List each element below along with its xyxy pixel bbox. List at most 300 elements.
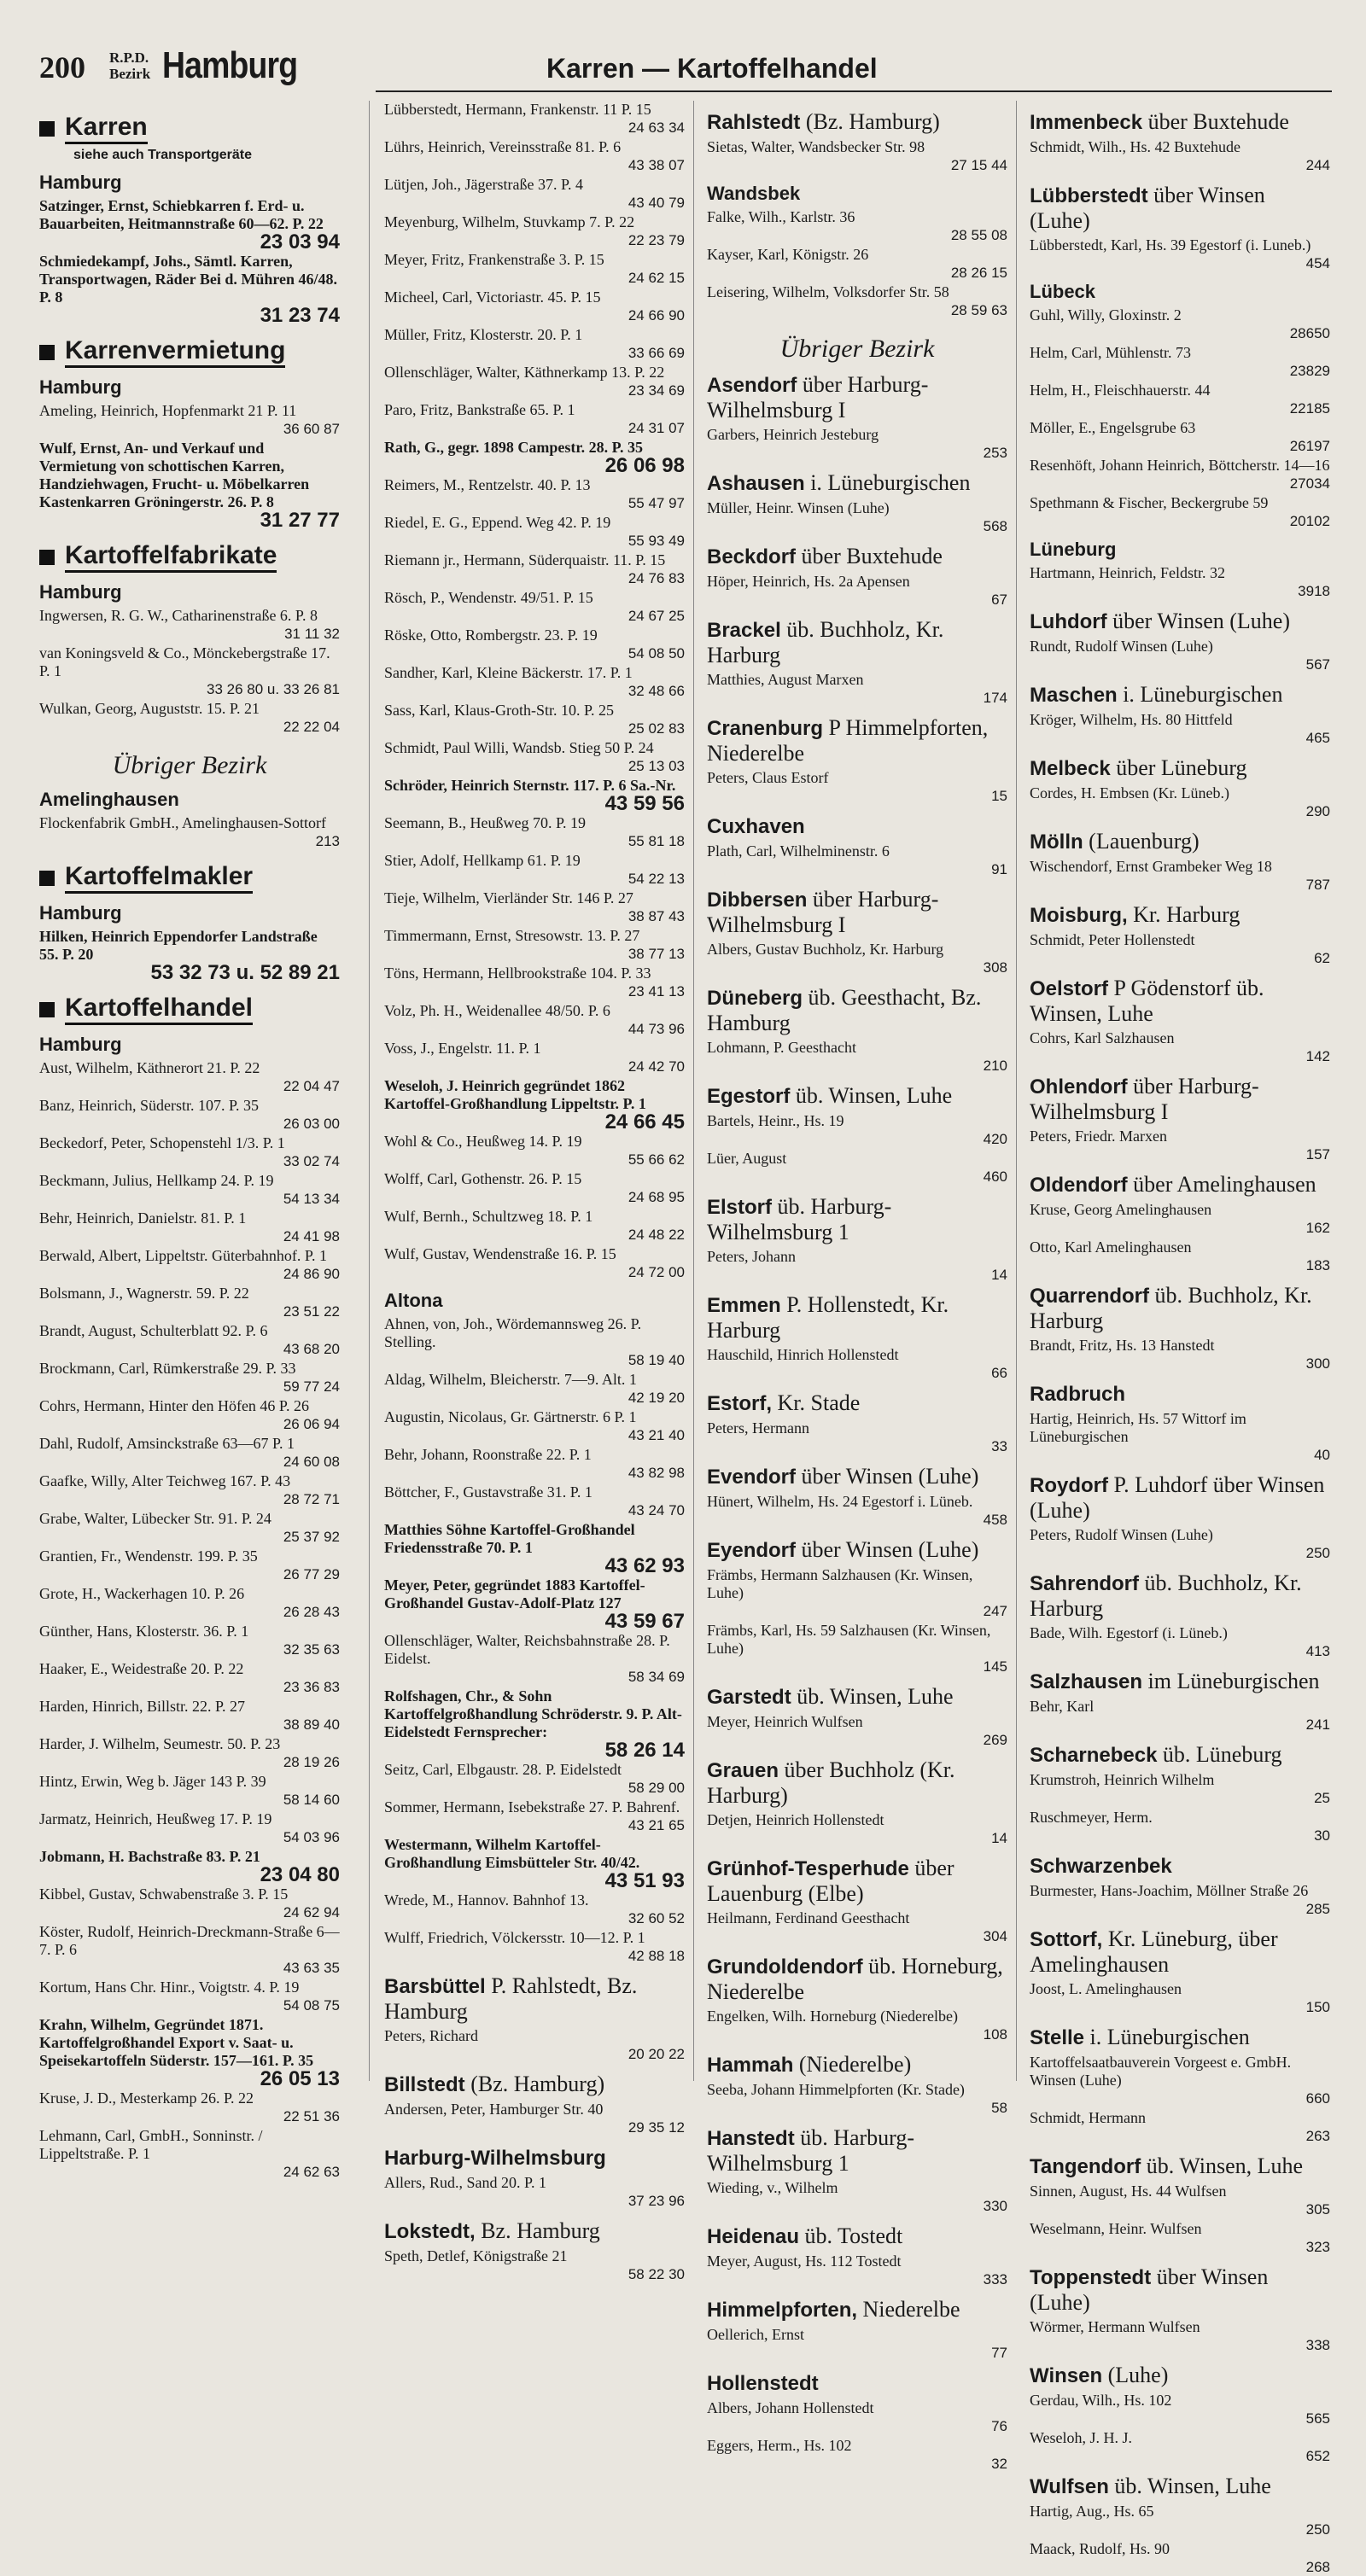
phone-number: 150: [1305, 1999, 1330, 2015]
listing-entry: [39, 607, 340, 643]
phone-number: 285: [1305, 1901, 1330, 1917]
listing-entry: [39, 253, 340, 327]
listing-entry: [39, 1097, 340, 1133]
district-heading: Übriger Bezirk: [112, 751, 267, 779]
phone-number: 25 13 03: [628, 758, 685, 774]
place-postal-note: (Luhe): [1107, 2363, 1169, 2387]
listing-name-address: Krahn, Wilhelm, Gegründet 1871. Kartoffelgroßhandel Export v. Saat- u. Speisekartoffeln Süderstr. 157—161. P. 35: [39, 2016, 314, 2069]
listing-name-address: Haaker, E., Weidestraße 20. P. 22: [39, 1660, 244, 1677]
phone-number: 31 23 74: [260, 304, 340, 327]
phone-number: 28 55 08: [950, 227, 1007, 243]
listing-entry: [1030, 2429, 1330, 2465]
place-heading: [707, 1083, 1007, 1109]
listing-entry: [1030, 1882, 1330, 1918]
listing-name-address: Weselmann, Heinr. Wulfsen: [1030, 2220, 1202, 2237]
place-postal-note: P Himmelpforten, Niederelbe: [707, 715, 989, 766]
phone-number: 162: [1305, 1220, 1330, 1236]
place-postal-note: üb. Geesthacht, Bz. Hamburg: [707, 985, 982, 1035]
listing-entry: [384, 326, 685, 362]
place-postal-note: über Amelinghausen: [1133, 1172, 1316, 1197]
listing-entry: [707, 1150, 1007, 1186]
column-divider: [369, 101, 370, 2081]
place-heading: [384, 2072, 685, 2097]
phone-number: 25 37 92: [283, 1529, 340, 1545]
place-name: Mölln: [1030, 830, 1083, 854]
listing-name-address: Sass, Karl, Klaus-Groth-Str. 10. P. 25: [384, 702, 614, 719]
listing-name-address: Joost, L. Amelinghausen: [1030, 1980, 1182, 1997]
place-postal-note: im Lüneburgischen: [1147, 1669, 1320, 1693]
phone-number: 58 34 69: [628, 1669, 685, 1685]
listing-name-address: Heilmann, Ferdinand Geesthacht: [707, 1909, 910, 1926]
listing-name-address: Günther, Hans, Klosterstr. 36. P. 1: [39, 1623, 249, 1640]
listing-name-address: Seeba, Johann Himmelpforten (Kr. Stade): [707, 2081, 965, 2098]
place-heading: [1030, 609, 1330, 634]
listing-entry: [384, 514, 685, 550]
listing-entry: [384, 1040, 685, 1075]
phone-number: 27 15 44: [950, 157, 1007, 173]
listing-name-address: Müller, Fritz, Klosterstr. 20. P. 1: [384, 326, 583, 343]
listing-entry: [1030, 2540, 1330, 2576]
phone-number: 42 88 18: [628, 1948, 685, 1964]
header-rule: [376, 90, 1332, 92]
place-postal-note: über Winsen (Luhe): [801, 1537, 979, 1562]
place-name: Rahlstedt: [707, 111, 801, 134]
listing-name-address: Harder, J. Wilhelm, Seumestr. 50. P. 23: [39, 1735, 281, 1752]
phone-number: 413: [1305, 1643, 1330, 1659]
listing-name-address: Müller, Heinr. Winsen (Luhe): [707, 499, 890, 516]
phone-number: 55 93 49: [628, 533, 685, 549]
listing-entry: [1030, 711, 1330, 747]
listing-entry: [707, 1811, 1007, 1847]
listing-entry: [707, 2326, 1007, 2362]
city-heading: Lüneburg: [1030, 539, 1117, 560]
listing-entry: [384, 1002, 685, 1038]
listing-entry: [384, 1315, 685, 1369]
listing-entry: [707, 769, 1007, 805]
phone-number: 24 63 34: [628, 119, 685, 136]
phone-number: 454: [1305, 255, 1330, 271]
place-postal-note: über Winsen (Luhe): [1030, 183, 1265, 233]
listing-entry: [384, 251, 685, 287]
listing-name-address: Ahnen, von, Joh., Wördemannsweg 26. P. Stelling.: [384, 1315, 642, 1350]
listing-name-address: Höper, Heinrich, Hs. 2a Apensen: [707, 573, 910, 590]
listing-entry: [1030, 382, 1330, 417]
listing-entry: [39, 814, 340, 850]
listing-name-address: Krumstroh, Heinrich Wilhelm: [1030, 1771, 1215, 1788]
place-postal-note: Kr. Harburg: [1133, 902, 1240, 927]
phone-number: 33: [991, 1438, 1007, 1454]
phone-number: 31 27 77: [260, 509, 340, 532]
listing-name-address: Wörmer, Hermann Wulfsen: [1030, 2318, 1200, 2335]
phone-number: 58: [991, 2100, 1007, 2116]
place-postal-note: Bz. Hamburg: [481, 2218, 600, 2243]
phone-number: 28 26 15: [950, 265, 1007, 281]
listing-name-address: Resenhöft, Johann Heinrich, Böttcherstr. 14—16: [1030, 457, 1330, 474]
listing-name-address: Paro, Fritz, Bankstraße 65. P. 1: [384, 401, 575, 418]
listing-entry: [1030, 2183, 1330, 2218]
phone-number: 23 36 83: [283, 1679, 340, 1695]
listing-entry: [384, 138, 685, 174]
phone-number: 26 06 98: [604, 454, 685, 477]
place-heading: [707, 1390, 1007, 1416]
listing-entry: [384, 213, 685, 249]
listing-entry: [1030, 1526, 1330, 1562]
listing-name-address: Weseloh, J. H. J.: [1030, 2429, 1133, 2446]
listing-name-address: Aldag, Wilhelm, Bleicherstr. 7—9. Alt. 1: [384, 1371, 637, 1388]
listing-entry: [1030, 236, 1330, 272]
place-heading: [707, 372, 1007, 423]
listing-entry: [1030, 1201, 1330, 1237]
listing-name-address: Kröger, Wilhelm, Hs. 80 Hittfeld: [1030, 711, 1233, 728]
place-heading: [707, 109, 1007, 135]
listing-name-address: Eggers, Herm., Hs. 102: [707, 2437, 852, 2454]
section-heading: [39, 541, 340, 573]
phone-number: 20 20 22: [628, 2046, 685, 2062]
place-heading: [1030, 755, 1330, 781]
phone-number: 43 38 07: [628, 157, 685, 173]
place-postal-note: üb. Harburg-Wilhelmsburg 1: [707, 2125, 915, 2176]
phone-number: 26 03 00: [283, 1116, 340, 1132]
phone-number: 24 42 70: [628, 1058, 685, 1075]
phone-number: 27034: [1289, 475, 1330, 492]
place-heading: [1030, 682, 1330, 708]
listing-entry: [384, 1576, 685, 1633]
listing-entry: [384, 2027, 685, 2063]
listing-entry: [1030, 1771, 1330, 1807]
phone-number: 24 62 94: [283, 1904, 340, 1920]
listing-entry: [384, 2247, 685, 2283]
listing-entry: [384, 1929, 685, 1965]
phone-number: 24 48 22: [628, 1227, 685, 1243]
phone-number: 565: [1305, 2410, 1330, 2427]
phone-number: 32: [991, 2456, 1007, 2472]
place-postal-note: P Gödenstorf üb. Winsen, Luhe: [1030, 976, 1264, 1026]
listing-name-address: Wolff, Carl, Gothenstr. 26. P. 15: [384, 1170, 582, 1187]
phone-number: 38 89 40: [283, 1716, 340, 1733]
listing-name-address: Helm, H., Fleischhauerstr. 44: [1030, 382, 1211, 399]
listing-entry: [384, 1687, 685, 1762]
place-heading: [707, 470, 1007, 496]
place-postal-note: über Buchholz (Kr. Harburg): [707, 1757, 955, 1808]
place-postal-note: P. Rahlstedt, Bz. Hamburg: [384, 1973, 638, 2024]
listing-name-address: Sietas, Walter, Wandsbecker Str. 98: [707, 138, 925, 155]
place-heading: [707, 617, 1007, 667]
listing-entry: [707, 499, 1007, 535]
listing-name-address: Möller, E., Engelsgrube 63: [1030, 419, 1196, 436]
listing-name-address: Bartels, Heinr., Hs. 19: [707, 1112, 844, 1129]
listing-entry: [707, 842, 1007, 878]
listing-name-address: Behr, Johann, Roonstraße 22. P. 1: [384, 1446, 592, 1463]
phone-number: 241: [1305, 1716, 1330, 1733]
listing-name-address: Wieding, v., Wilhelm: [707, 2179, 838, 2196]
place-name: Ashausen: [707, 472, 805, 495]
listing-name-address: Schmidt, Wilh., Hs. 42 Buxtehude: [1030, 138, 1240, 155]
place-heading: [1030, 183, 1330, 233]
place-name: Garstedt: [707, 1686, 791, 1709]
listing-name-address: Stier, Adolf, Hellkamp 61. P. 19: [384, 852, 581, 869]
listing-name-address: Lührs, Heinrich, Vereinsstraße 81. P. 6: [384, 138, 622, 155]
phone-number: 58 26 14: [604, 1739, 685, 1762]
listing-entry: [1030, 344, 1330, 380]
phone-number: 38 77 13: [628, 946, 685, 962]
listing-name-address: Lübberstedt, Hermann, Frankenstr. 11 P. 15: [384, 101, 651, 118]
phone-number: 44 73 96: [628, 1021, 685, 1037]
phone-number: 33 26 80 u. 33 26 81: [207, 681, 340, 697]
listing-entry: [384, 1077, 685, 1134]
place-name: Melbeck: [1030, 757, 1111, 780]
place-name: Grünhof-Tesperhude: [707, 1857, 909, 1880]
listing-name-address: Peters, Rudolf Winsen (Luhe): [1030, 1526, 1213, 1543]
place-name: Toppenstedt: [1030, 2266, 1152, 2289]
place-postal-note: üb. Horneburg, Niederelbe: [707, 1954, 1003, 2004]
column-2: [384, 101, 685, 2282]
listing-name-address: Kartoffelsaatbauverein Vorgeest e. GmbH. Winsen (Luhe): [1030, 2054, 1292, 2089]
phone-number: 43 24 70: [628, 1502, 685, 1518]
phone-number: 91: [991, 861, 1007, 877]
phone-number: 304: [983, 1928, 1007, 1944]
listing-name-address: Tieje, Wilhelm, Vierländer Str. 146 P. 27: [384, 889, 633, 906]
place-postal-note: üb. Winsen, Luhe: [1114, 2474, 1271, 2498]
place-heading: [1030, 109, 1330, 135]
phone-number: 567: [1305, 656, 1330, 673]
phone-number: 253: [983, 445, 1007, 461]
listing-name-address: Allers, Rud., Sand 20. P. 1: [384, 2174, 547, 2191]
listing-entry: [707, 1419, 1007, 1455]
listing-entry: [39, 1360, 340, 1396]
place-heading: [1030, 2153, 1330, 2179]
city-heading: Hamburg: [39, 1034, 122, 1055]
listing-entry: [707, 1566, 1007, 1620]
section-heading: [39, 113, 340, 144]
listing-entry: [1030, 1624, 1330, 1660]
listing-entry: [39, 197, 340, 254]
place-name: Grauen: [707, 1759, 779, 1782]
place-name: Maschen: [1030, 684, 1118, 707]
place-name: Estorf,: [707, 1392, 773, 1415]
place-heading: [707, 2223, 1007, 2249]
listing-name-address: Jobmann, H. Bachstraße 83. P. 21: [39, 1848, 260, 1865]
phone-number: 23829: [1289, 363, 1330, 379]
place-postal-note: üb. Winsen, Luhe: [797, 1684, 954, 1709]
phone-number: 210: [983, 1058, 1007, 1074]
phone-number: 37 23 96: [628, 2193, 685, 2209]
place-heading: [707, 2052, 1007, 2078]
section-heading: [39, 994, 340, 1025]
listing-entry: [384, 1483, 685, 1519]
listing-entry: [384, 1371, 685, 1407]
place-heading: [1030, 1472, 1330, 1523]
place-heading: [1030, 1742, 1330, 1768]
listing-name-address: Hartig, Heinrich, Hs. 57 Wittorf im Lüneburgischen: [1030, 1410, 1246, 1445]
place-name: Hollenstedt: [707, 2372, 819, 2395]
place-name: Quarrendorf: [1030, 1285, 1150, 1308]
listing-entry: [384, 1632, 685, 1686]
listing-name-address: Wulf, Bernh., Schultzweg 18. P. 1: [384, 1208, 593, 1225]
listing-entry: [39, 1623, 340, 1658]
phone-number: 23 51 22: [283, 1303, 340, 1320]
listing-name-address: Satzinger, Ernst, Schiebkarren f. Erd- u. Bauarbeiten, Heitmannstraße 60—62. P. 22: [39, 197, 324, 232]
city-heading: Hamburg: [39, 581, 122, 603]
phone-number: 43 21 40: [628, 1427, 685, 1443]
listing-name-address: Andersen, Peter, Hamburger Str. 40: [384, 2101, 604, 2118]
listing-entry: [384, 1245, 685, 1281]
phone-number: 24 62 15: [628, 270, 685, 286]
listing-name-address: Kortum, Hans Chr. Hinr., Voigtstr. 4. P. 19: [39, 1979, 300, 1996]
phone-number: 268: [1305, 2559, 1330, 2575]
phone-number: 250: [1305, 1545, 1330, 1561]
listing-name-address: Banz, Heinrich, Süderstr. 107. P. 35: [39, 1097, 259, 1114]
listing-name-address: Spethmann & Fischer, Beckergrube 59: [1030, 494, 1269, 511]
listing-entry: [39, 1172, 340, 1208]
listing-entry: [707, 1909, 1007, 1945]
listing-name-address: Lübberstedt, Karl, Hs. 39 Egestorf (i. Luneb.): [1030, 236, 1311, 254]
listing-name-address: Reimers, M., Rentzelstr. 40. P. 13: [384, 476, 591, 493]
listing-entry: [384, 364, 685, 399]
listing-name-address: Weseloh, J. Heinrich gegründet 1862 Kartoffel-Großhandlung Lippeltstr. P. 1: [384, 1077, 646, 1112]
place-name: Stelle: [1030, 2026, 1085, 2049]
listing-entry: [707, 1622, 1007, 1676]
section-bullet-icon: [39, 121, 55, 137]
phone-number: 338: [1305, 2337, 1330, 2353]
place-postal-note: Kr. Lüneburg, über Amelinghausen: [1030, 1926, 1278, 1977]
place-name: Düneberg: [707, 987, 803, 1010]
place-name: Immenbeck: [1030, 111, 1143, 134]
column-3: [707, 101, 1007, 2472]
place-heading: [707, 1954, 1007, 2004]
place-name: Salzhausen: [1030, 1670, 1143, 1693]
phone-number: 308: [983, 959, 1007, 976]
bezirk-label: Bezirk: [109, 66, 151, 82]
listing-name-address: Harden, Hinrich, Billstr. 22. P. 27: [39, 1698, 245, 1715]
listing-name-address: Sandher, Karl, Kleine Bäckerstr. 17. P. 1: [384, 664, 633, 681]
place-name: Emmen: [707, 1294, 781, 1317]
listing-name-address: Behr, Karl: [1030, 1698, 1095, 1715]
listing-entry: [707, 941, 1007, 976]
place-heading: [707, 1684, 1007, 1710]
listing-name-address: Riedel, E. G., Eppend. Weg 42. P. 19: [384, 514, 611, 531]
listing-name-address: Hauschild, Hinrich Hollenstedt: [707, 1346, 899, 1363]
listing-name-address: Wrede, M., Hannov. Bahnhof 13.: [384, 1891, 589, 1909]
phone-number: 58 14 60: [283, 1792, 340, 1808]
listing-name-address: Peters, Friedr. Marxen: [1030, 1128, 1167, 1145]
place-heading: [1030, 2363, 1330, 2388]
listing-name-address: Beckmann, Julius, Hellkamp 24. P. 19: [39, 1172, 274, 1189]
phone-number: 24 41 98: [283, 1228, 340, 1244]
listing-entry: [384, 627, 685, 662]
city-heading: Hamburg: [39, 902, 122, 924]
listing-name-address: Brandt, August, Schulterblatt 92. P. 6: [39, 1322, 268, 1339]
phone-number: 23 04 80: [260, 1863, 340, 1886]
listing-name-address: Flockenfabrik GmbH., Amelinghausen-Sottorf: [39, 814, 326, 831]
listing-entry: [39, 1547, 340, 1583]
listing-entry: [384, 1798, 685, 1834]
listing-name-address: Detjen, Heinrich Hollenstedt: [707, 1811, 884, 1828]
place-postal-note: über Winsen (Luhe): [1030, 2264, 1269, 2315]
section-bullet-icon: [39, 550, 55, 565]
section-bullet-icon: [39, 345, 55, 360]
place-name: Hanstedt: [707, 2127, 795, 2150]
place-heading: [707, 1464, 1007, 1489]
listing-entry: [1030, 1029, 1330, 1065]
rpd-label: [109, 50, 150, 82]
place-name: Egestorf: [707, 1085, 791, 1108]
listing-name-address: Peters, Claus Estorf: [707, 769, 829, 786]
listing-entry: [1030, 494, 1330, 530]
listing-entry: [707, 2399, 1007, 2435]
listing-entry: [1030, 1128, 1330, 1163]
listing-entry: [707, 1248, 1007, 1284]
place-heading: [707, 813, 1007, 839]
listing-name-address: Schmidt, Paul Willi, Wandsb. Stieg 50 P. 24: [384, 739, 654, 756]
section-title: Kartoffelfabrikate: [65, 541, 277, 573]
phone-number: 32 60 52: [628, 1910, 685, 1926]
phone-number: 29 35 12: [628, 2119, 685, 2136]
place-postal-note: Niederelbe: [862, 2297, 960, 2322]
listing-name-address: Seemann, B., Heußweg 70. P. 19: [384, 814, 586, 831]
phone-number: 24 72 00: [628, 1264, 685, 1280]
listing-name-address: Garbers, Heinrich Jesteburg: [707, 426, 879, 443]
listing-name-address: Främbs, Karl, Hs. 59 Salzhausen (Kr. Winsen, Luhe): [707, 1622, 991, 1657]
listing-name-address: Grote, H., Wackerhagen 10. P. 26: [39, 1585, 245, 1602]
listing-name-address: Schmidt, Hermann: [1030, 2109, 1146, 2126]
place-name: Moisburg,: [1030, 904, 1128, 927]
listing-name-address: Grantien, Fr., Wendenstr. 199. P. 35: [39, 1547, 258, 1565]
phone-number: 31 11 32: [284, 626, 340, 642]
listing-entry: [384, 889, 685, 925]
listing-name-address: Speth, Detlef, Königstraße 21: [384, 2247, 568, 2264]
listing-name-address: Sommer, Hermann, Isebekstraße 27. P. Bahrenf.: [384, 1798, 680, 1815]
phone-number: 38 87 43: [628, 908, 685, 924]
phone-number: 55 66 62: [628, 1151, 685, 1168]
place-name: Radbruch: [1030, 1383, 1126, 1406]
listing-name-address: Ruschmeyer, Herm.: [1030, 1809, 1153, 1826]
page-title: Karren — Kartoffelhandel: [546, 53, 878, 84]
phone-number: 157: [1305, 1146, 1330, 1163]
place-heading: [1030, 2474, 1330, 2499]
listing-name-address: Rösch, P., Wendenstr. 49/51. P. 15: [384, 589, 593, 606]
listing-entry: [1030, 784, 1330, 820]
listing-entry: [707, 1493, 1007, 1529]
place-heading: [1030, 902, 1330, 928]
listing-entry: [39, 1247, 340, 1283]
phone-number: 14: [991, 1830, 1007, 1846]
listing-name-address: Peters, Hermann: [707, 1419, 809, 1437]
listing-name-address: Sinnen, August, Hs. 44 Wulfsen: [1030, 2183, 1227, 2200]
listing-name-address: Westermann, Wilhelm Kartoffel-Großhandlung Eimsbütteler Str. 40/42.: [384, 1836, 640, 1871]
listing-name-address: Wulf, Ernst, An- und Verkauf und Vermietung von schottischen Karren, Handziehwagen, Frucht- u. Möbelkarren Kastenkarren Gröningerstr. 26. P. 8: [39, 440, 310, 510]
listing-entry: [39, 1585, 340, 1621]
place-name: Luhdorf: [1030, 610, 1107, 633]
place-heading: [1030, 2025, 1330, 2050]
place-name: Beckdorf: [707, 545, 797, 568]
place-heading: [707, 1856, 1007, 1906]
place-name: Cuxhaven: [707, 815, 805, 838]
listing-entry: [384, 288, 685, 324]
listing-entry: [384, 1446, 685, 1482]
listing-name-address: Wulkan, Georg, Auguststr. 15. P. 21: [39, 700, 260, 717]
phone-number: 330: [983, 2198, 1007, 2214]
phone-number: 28650: [1289, 325, 1330, 341]
phone-number: 23 41 13: [628, 983, 685, 1000]
listing-entry: [1030, 858, 1330, 894]
listing-name-address: Gaafke, Willy, Alter Teichweg 167. P. 43: [39, 1472, 291, 1489]
listing-entry: [39, 1773, 340, 1809]
listing-name-address: Hartmann, Heinrich, Feldstr. 32: [1030, 564, 1225, 581]
listing-entry: [707, 1039, 1007, 1075]
listing-name-address: Ollenschläger, Walter, Reichsbahnstraße 28. P. Eidelst.: [384, 1632, 670, 1667]
place-name: Harburg-Wilhelmsburg: [384, 2147, 606, 2170]
listing-name-address: Beckedorf, Peter, Schopenstehl 1/3. P. 1: [39, 1134, 285, 1151]
